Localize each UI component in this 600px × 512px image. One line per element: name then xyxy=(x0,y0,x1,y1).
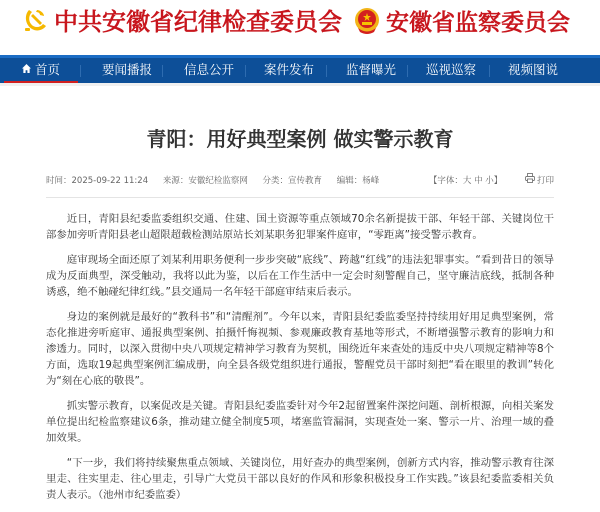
nav-label: 首页 xyxy=(34,62,60,77)
discipline-commission-title: 中共安徽省纪律检查委员会 xyxy=(54,7,342,36)
article-paragraph: 近日，青阳县纪委监委组织交通、住建、国土资源等重点领域70余名新提拔干部、年轻干部、关键岗位干部参加旁听青阳县老山超限超载检测站原站长刘某职务犯罪案件庭审，“零距离”接受警示教育。 xyxy=(46,213,554,241)
main-nav xyxy=(0,55,600,83)
nav-divider xyxy=(245,65,246,77)
article-paragraph: “下一步，我们将持续聚焦重点领域、关键岗位，用好查办的典型案例，创新方式内容，推动警示教育往深里走、往实里走、往心里走，引导广大党员干部以良好的作风和形象积极投身工作实践。”该县纪委监委相关负责人表示。（池州市纪委监委） xyxy=(46,457,554,501)
party-emblem-icon xyxy=(22,6,50,38)
nav-divider xyxy=(162,65,163,77)
nav-item-case-release[interactable]: 案件发布 xyxy=(263,62,314,77)
article-title: 青阳：用好典型案例 做实警示教育 xyxy=(146,127,454,151)
article-paragraph: 抓实警示教育，以案促改是关键。青阳县纪委监委针对今年2起留置案件深挖问题、剖析根源，向相关案发单位提出纪检监察建议6条，推动建立健全制度5项，堵塞监管漏洞，实现查处一案、警示一片、治理一域的叠加效果。 xyxy=(46,400,554,444)
nav-item-video[interactable]: 视频图说 xyxy=(507,62,558,77)
site-header xyxy=(0,0,600,55)
nav-item-home[interactable] xyxy=(4,58,78,83)
nav-shadow xyxy=(0,83,600,86)
supervision-commission-logo[interactable] xyxy=(352,6,570,40)
nav-divider xyxy=(80,65,81,77)
print-button[interactable] xyxy=(525,173,554,189)
supervision-commission-title: 安徽省监察委员会 xyxy=(386,9,570,36)
printer-icon xyxy=(525,173,535,189)
article-body xyxy=(46,211,554,512)
article-source: 来源：安徽纪检监察网 xyxy=(162,176,248,186)
nav-divider xyxy=(326,65,327,77)
nav-item-info-disclosure[interactable]: 信息公开 xyxy=(183,62,234,77)
meta-divider xyxy=(46,197,554,198)
home-icon xyxy=(22,57,31,81)
nav-item-inspection[interactable]: 巡视巡察 xyxy=(425,62,476,77)
article-meta xyxy=(46,173,554,191)
publish-time: 时间：2025-09-22 11:24 xyxy=(46,176,149,186)
font-size-control[interactable]: 【字体：大 中 小】 xyxy=(428,176,503,186)
nav-divider xyxy=(489,65,490,77)
print-label: 打印 xyxy=(536,176,554,186)
nav-item-news[interactable]: 要闻播报 xyxy=(101,62,152,77)
nav-item-exposure[interactable]: 监督曝光 xyxy=(345,62,396,77)
article-paragraph: 身边的案例就是最好的“教科书”和“清醒剂”。今年以来，青阳县纪委监委坚持持续用好用足典型案例，常态化推进旁听庭审、通报典型案例、拍摄忏悔视频、参观廉政教育基地等形式，不断增强警示教育的影响力和渗透力。同时，以深入贯彻中央八项规定精神学习教育为契机，围绕近年来查处的违反中央八项规定精神等8个方面，选取19起典型案例汇编成册，向全县各级党组织进行通报，警醒党员干部时刻把“看在眼里的教训”转化为“刻在心底的敬畏”。 xyxy=(46,311,554,387)
article-category: 分类：宣传教育 xyxy=(262,176,323,186)
cpc-discipline-logo[interactable] xyxy=(22,6,342,38)
article-paragraph: 庭审现场全面还原了刘某利用职务便利一步步突破“底线”、跨越“红线”的违法犯罪事实。“看到昔日的领导成为反面典型，深受触动，我将以此为鉴，以后在工作生活中一定会时刻警醒自己，坚守廉洁底线，抵制各种诱惑，绝不触碰纪律红线。”县交通局一名年轻干部庭审结束后表示。 xyxy=(46,254,554,298)
nav-divider xyxy=(407,65,408,77)
article-editor: 编辑：杨峰 xyxy=(336,176,380,186)
national-emblem-icon xyxy=(352,6,382,40)
article-tools xyxy=(429,173,554,189)
